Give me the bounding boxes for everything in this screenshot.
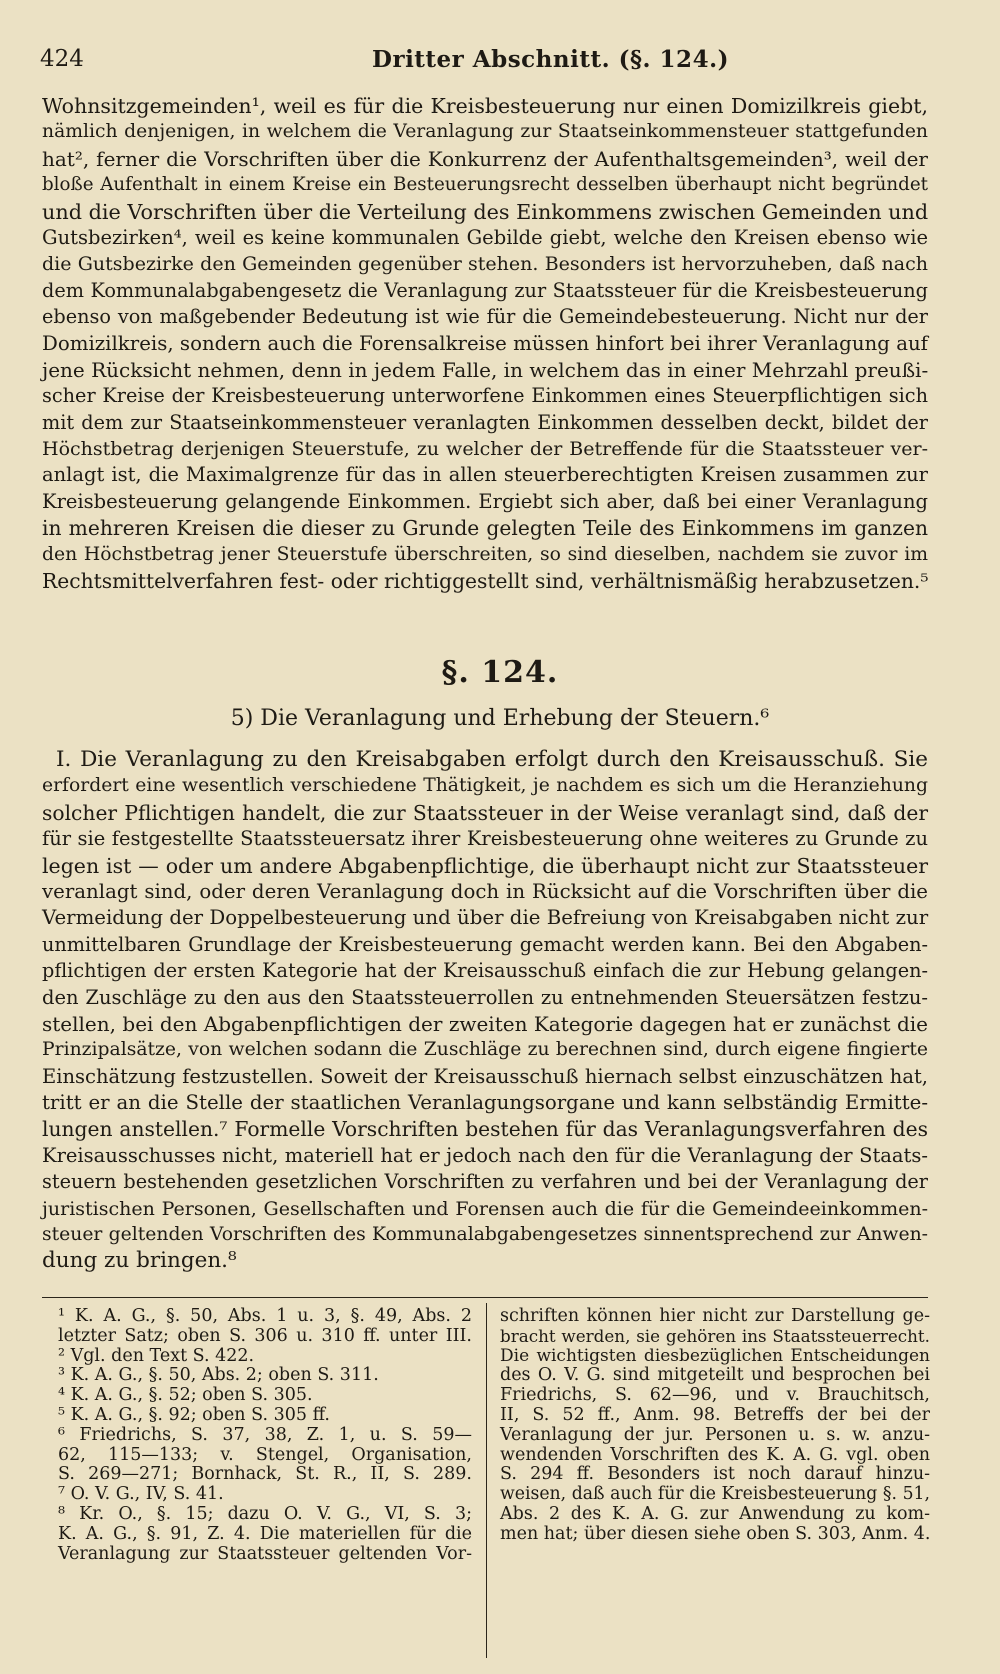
text-line: für sie festgestellte Staatssteuersatz ihrer Kreisbesteuerung ohne weiteres zu Grunde zu: [42, 827, 928, 851]
footnote-line: ⁶ Friedrichs, S. 37, 38, Z. 1, u. S. 59—: [58, 1424, 472, 1445]
footnotes-left-column: [58, 1307, 472, 1564]
text-line: Einschätzung festzustellen. Soweit der Kreisausschuß hiernach selbst einzuschätzen hat,: [42, 1064, 928, 1088]
paragraph-continuation: [42, 93, 928, 594]
text-line: Rechtsmittelverfahren fest- oder richtiggestellt sind, verhältnismäßig herabzusetzen.⁵: [42, 569, 929, 594]
footnotes-right-column: [500, 1307, 930, 1545]
text-line: anlagt ist, die Maximalgrenze für das in allen steuerberechtigten Kreisen zusammen zur: [42, 463, 928, 487]
text-line: mit dem zur Staatseinkommensteuer veranlagten Einkommen desselben deckt, bildet der: [42, 410, 928, 434]
text-line: Höchstbetrag derjenigen Steuerstufe, zu welcher der Betreffende für die Staatssteuer ver-: [42, 438, 928, 461]
text-line: Domizilkreis, sondern auch die Forensalkreise müssen hinfort bei ihrer Veranlagung auf: [42, 331, 928, 355]
footnote-line: weisen, daß auch für die Kreisbesteuerung §. 51,: [500, 1484, 930, 1505]
footnote-line: S. 294 ff. Besonders ist noch darauf hinzu-: [500, 1464, 930, 1485]
footnote-line: ¹ K. A. G., §. 50, Abs. 1 u. 3, §. 49, Abs. 2: [58, 1306, 472, 1326]
text-line: dung zu bringen.⁸: [42, 1248, 237, 1274]
text-line: bloße Aufenthalt in einem Kreise ein Besteuerungsrecht desselben überhaupt nicht begründet: [42, 174, 928, 196]
text-line: steuer geltenden Vorschriften des Kommunalabgabengesetzes sinnentsprechend zur Anwen-: [42, 1224, 928, 1246]
footnote-line: II, S. 52 ff., Anm. 98. Betreffs der bei der: [500, 1404, 930, 1425]
running-head: Dritter Abschnitt. (§. 124.): [372, 46, 729, 73]
text-line: dem Kommunalabgabengesetz die Veranlagung zur Staatssteuer für die Kreisbesteuerung: [42, 278, 928, 302]
text-line: Kreisausschusses nicht, materiell hat er jedoch nach den für die Veranlagung der Staats-: [42, 1143, 928, 1167]
text-line: erfordert eine wesentlich verschiedene Thätigkeit, je nachdem es sich um die Heranziehung: [42, 775, 928, 797]
text-line: juristischen Personen, Gesellschaften und Forensen auch die für die Gemeindeeinkommen-: [42, 1197, 928, 1220]
footnote-line: schriften können hier nicht zur Darstellung ge-: [500, 1306, 930, 1326]
text-line: den Höchstbetrag jener Steuerstufe überschreiten, so sind dieselben, nachdem sie zuvor im: [42, 543, 928, 565]
text-line: nämlich denjenigen, in welchem die Veranlagung zur Staatseinkommensteuer stattgefunden: [42, 121, 928, 143]
text-line: Kreisbesteuerung gelangende Einkommen. Ergiebt sich aber, daß bei einer Veranlagung: [42, 489, 928, 513]
footnote-line: Veranlagung der jur. Personen u. s. w. anzu-: [500, 1424, 930, 1445]
footnote-line: Abs. 2 des K. A. G. zur Anwendung zu kom-: [500, 1503, 930, 1524]
text-line: scher Kreise der Kreisbesteuerung unterworfene Einkommen eines Steuerpflichtigen sich: [42, 384, 928, 408]
text-line: steuern bestehenden gesetzlichen Vorschriften zu verfahren und bei der Veranlagung der: [42, 1170, 928, 1194]
footnote-line: Die wichtigsten diesbezüglichen Entscheidungen: [500, 1345, 930, 1366]
text-line: Gutsbezirken⁴, weil es keine kommunalen Gebilde giebt, welche den Kreisen ebenso wie: [42, 225, 928, 249]
footnote-separator: [42, 1297, 928, 1298]
text-line: lungen anstellen.⁷ Formelle Vorschriften bestehen für das Veranlagungsverfahren des: [42, 1117, 928, 1142]
footnote-line: ⁴ K. A. G., §. 52; oben S. 305.: [58, 1385, 313, 1406]
text-line: jene Rücksicht nehmen, denn in jedem Falle, in welchem das in einer Mehrzahl preußi-: [42, 357, 929, 382]
footnote-line: letzter Satz; oben S. 306 u. 310 ff. unter III.: [58, 1325, 472, 1346]
text-line: Vermeidung der Doppelbesteuerung und über die Befreiung von Kreisabgaben nicht zur: [42, 906, 929, 930]
text-line: legen ist — oder um andere Abgabenpflichtige, die überhaupt nicht zur Staatssteuer: [42, 853, 928, 878]
text-line: pflichtigen der ersten Kategorie hat der Kreisausschuß einfach die zur Hebung gelangen-: [42, 959, 928, 983]
footnote-line: men hat; über diesen siehe oben S. 303, Anm. 4.: [500, 1523, 931, 1544]
footnote-line: Friedrichs, S. 62—96, und v. Brauchitsch,: [500, 1385, 930, 1406]
text-line: ebenso von maßgebender Bedeutung ist wie für die Gemeindebesteuerung. Nicht nur der: [42, 305, 928, 329]
text-line: Wohnsitzgemeinden¹, weil es für die Kreisbesteuerung nur einen Domizilkreis giebt,: [42, 94, 928, 118]
text-line: unmittelbaren Grundlage der Kreisbesteuerung gemacht werden kann. Bei den Abgaben-: [42, 932, 928, 956]
section-heading: §. 124.: [441, 655, 559, 690]
footnote-line: ³ K. A. G., §. 50, Abs. 2; oben S. 311.: [58, 1365, 379, 1386]
page-header: [40, 38, 920, 78]
footnote-column-divider: [486, 1303, 487, 1658]
footnote-line: S. 269—271; Bornhack, St. R., II, S. 289.: [58, 1464, 472, 1485]
text-line: und die Vorschriften über die Verteilung des Einkommens zwischen Gemeinden und: [42, 199, 929, 224]
text-line: in mehreren Kreisen die dieser zu Grunde gelegten Teile des Einkommens im ganzen: [42, 516, 928, 541]
footnote-line: 62, 115—133; v. Stengel, Organisation,: [58, 1444, 472, 1465]
text-line: tritt er an die Stelle der staatlichen Veranlagungsorgane und kann selbständig Ermitte-: [42, 1091, 928, 1115]
footnote-line: bracht werden, sie gehören ins Staatssteuerrecht.: [500, 1325, 930, 1346]
text-line: den Zuschläge zu den aus den Staatssteuerrollen zu entnehmenden Steuersätzen festzu-: [42, 985, 928, 1009]
footnote-line: wendenden Vorschriften des K. A. G. vgl. oben: [500, 1444, 930, 1465]
text-line: [42, 747, 928, 773]
text-line-content: I. Die Veranlagung zu den Kreisabgaben erfolgt durch den Kreisausschuß. Sie: [56, 747, 928, 772]
page-number: 424: [40, 46, 84, 72]
text-line: solcher Pflichtigen handelt, die zur Staatssteuer in der Weise veranlagt sind, daß der: [42, 800, 928, 825]
text-line: Prinzipalsätze, von welchen sodann die Zuschläge zu berechnen sind, durch eigene fingierte: [42, 1039, 928, 1061]
footnote-line: ⁵ K. A. G., §. 92; oben S. 305 ff.: [58, 1404, 330, 1425]
text-line: stellen, bei den Abgabenpflichtigen der zweiten Kategorie dagegen hat er zunächst die: [42, 1011, 928, 1036]
footnote-line: Veranlagung zur Staatssteuer geltenden Vor-: [58, 1543, 472, 1564]
section-paragraph: [42, 747, 928, 1275]
text-line: hat², ferner die Vorschriften über die Konkurrenz der Aufenthaltsgemeinden³, weil der: [42, 146, 928, 171]
text-line: die Gutsbezirke den Gemeinden gegenüber stehen. Besonders ist hervorzuheben, daß nach: [42, 253, 928, 276]
section-subtitle: 5) Die Veranlagung und Erhebung der Steuern.⁶: [230, 706, 770, 731]
footnote-line: ⁷ O. V. G., IV, S. 41.: [58, 1484, 224, 1505]
footnote-line: des O. V. G. sind mitgeteilt und besprochen bei: [500, 1365, 930, 1386]
text-line: veranlagt sind, oder deren Veranlagung doch in Rücksicht auf die Vorschriften über die: [42, 879, 928, 903]
footnote-line: ⁸ Kr. O., §. 15; dazu O. V. G., VI, S. 3;: [58, 1503, 472, 1524]
footnote-line: K. A. G., §. 91, Z. 4. Die materiellen für die: [58, 1523, 472, 1544]
footnote-line: ² Vgl. den Text S. 422.: [58, 1345, 255, 1366]
